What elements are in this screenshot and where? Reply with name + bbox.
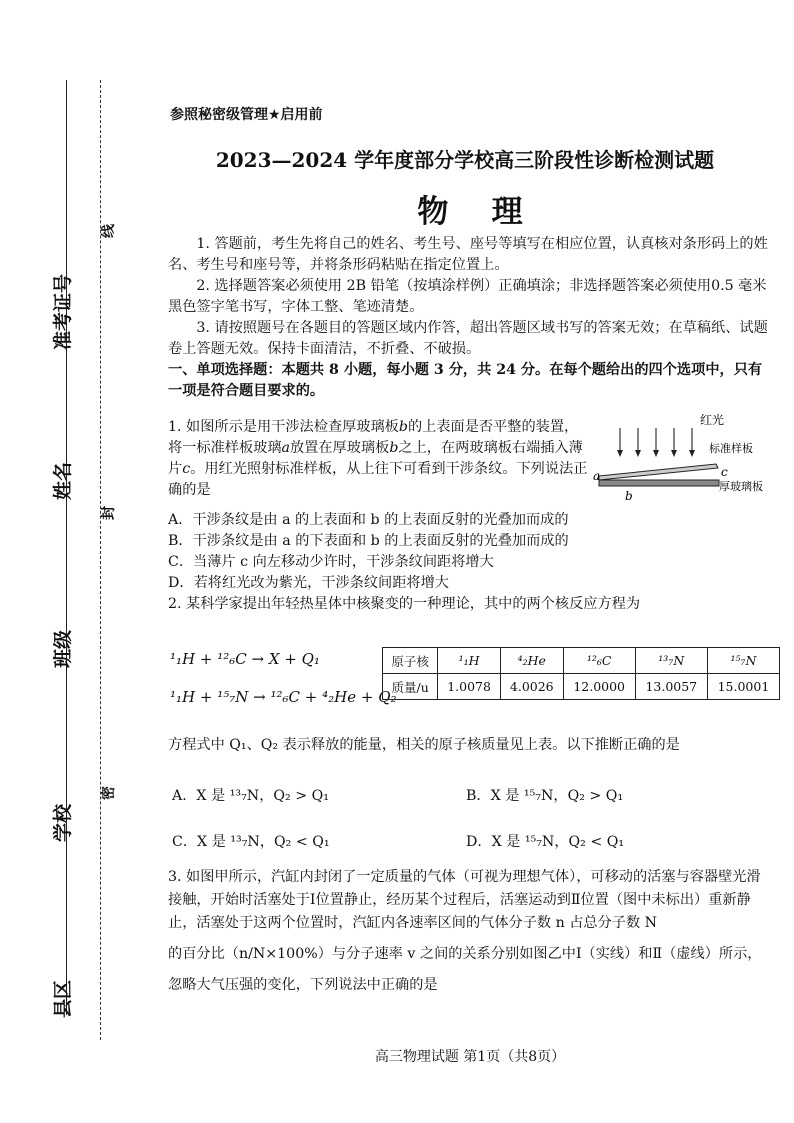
thick-glass-plate	[599, 480, 719, 486]
table-cell: 13.0057	[635, 674, 707, 700]
q2-stem: 2. 某科学家提出年轻热星体中核聚变的一种理论，其中的两个核反应方程为	[168, 596, 641, 612]
note-2: 2. 选择题答案必须使用 2B 铅笔（按填涂样例）正确填涂；非选择题答案必须使用0.5 毫米黑色签字笔书写，字体工整、笔迹清楚。	[168, 278, 767, 315]
county-label: 县区	[52, 979, 74, 1018]
q1-options	[168, 510, 774, 615]
svg-text:a: a	[593, 469, 601, 483]
table-cell: ¹⁵₇N	[707, 648, 779, 674]
table-row	[383, 674, 780, 700]
table-cell: 4.0026	[500, 674, 563, 700]
q1-option-b[interactable]: B．干涉条纹是由 a 的下表面和 b 的上表面反射的光叠加而成的	[168, 533, 569, 549]
q1-stem: 1. 如图所示是用干涉法检查厚玻璃板b的上表面是否平整的装置，将一标准样板玻璃a放置在厚玻璃板b之上，在两玻璃板右端插入薄片c。用红光照射标准样板，从上往下可看到干涉条纹。下列说法正确的是	[168, 419, 588, 498]
table-cell: ¹²₆C	[563, 648, 635, 674]
notes	[168, 234, 774, 402]
school-label: 学校	[52, 803, 74, 842]
svg-text:标准样板: 标准样板	[709, 442, 753, 455]
secret-level: 参照秘密级管理★启用前	[170, 107, 323, 123]
class-label: 班级	[52, 629, 74, 668]
svg-text:厚玻璃板: 厚玻璃板	[719, 480, 763, 493]
q2-equation-1: ¹₁H + ¹²₆C → X + Q₁	[170, 650, 320, 668]
q2-option-c[interactable]: C．X 是 ¹³₇N，Q₂ < Q₁	[172, 834, 330, 850]
table-cell: 原子核	[383, 648, 438, 674]
exam-number-label: 准考证号	[52, 273, 74, 350]
seal-feng: 封	[101, 506, 117, 520]
note-3: 3. 请按照题号在各题目的答题区域内作答，超出答题区域书写的答案无效；在草稿纸、试题卷上答题无效。保持卡面清洁，不折叠、不破损。	[168, 320, 768, 357]
q3-line-3: 忽略大气压强的变化，下列说法中正确的是	[168, 977, 438, 993]
q3-line-1: 3. 如图甲所示，汽缸内封闭了一定质量的气体（可视为理想气体），可移动的活塞与容器壁光滑接触，开始时活塞处于Ⅰ位置静止，经历某个过程后，活塞运动到Ⅱ位置（图中未标出）重新静止，活塞处于这两个位置时，汽缸内各速率区间的气体分子数 n 占总分子数 N	[168, 869, 761, 931]
subject-title: 物 理	[417, 194, 523, 230]
table-cell: 质量/u	[383, 674, 438, 700]
table-cell: ¹³₇N	[635, 648, 707, 674]
q2-option-b[interactable]: B．X 是 ¹⁵₇N，Q₂ > Q₁	[466, 788, 624, 804]
fig-red-light: 红光	[700, 413, 725, 427]
table-cell: 1.0078	[438, 674, 501, 700]
seal-mi: 密	[101, 786, 117, 800]
standard-plate	[599, 464, 718, 480]
q1-option-c[interactable]: C．当薄片 c 向左移动少许时，干涉条纹间距将增大	[168, 554, 494, 570]
svg-text:c: c	[721, 465, 728, 479]
q1-figure	[585, 410, 780, 502]
table-cell: ⁴₂He	[500, 648, 563, 674]
table-cell: 15.0001	[707, 674, 779, 700]
note-1: 1. 答题前，考生先将自己的姓名、考生号、座号等填写在相应位置，认真核对条形码上的姓名、考生号和座号等，并将条形码粘贴在指定位置上。	[168, 236, 768, 273]
name-label: 姓名	[52, 461, 74, 500]
q1-option-d[interactable]: D．若将红光改为紫光，干涉条纹间距将增大	[168, 575, 449, 591]
svg-text:b: b	[625, 489, 633, 502]
q2-option-d[interactable]: D．X 是 ¹⁵₇N，Q₂ < Q₁	[466, 834, 625, 850]
q2-option-a[interactable]: A．X 是 ¹³₇N，Q₂ > Q₁	[172, 788, 329, 804]
nucleus-mass-table	[382, 647, 780, 700]
table-row	[383, 648, 780, 674]
q3-stem	[168, 866, 774, 997]
table-cell: 12.0000	[563, 674, 635, 700]
q1-option-a[interactable]: A．干涉条纹是由 a 的上表面和 b 的上表面反射的光叠加而成的	[168, 512, 569, 528]
q2-after: 方程式中 Q₁、Q₂ 表示释放的能量，相关的原子核质量见上表。以下推断正确的是	[168, 737, 680, 753]
table-cell: ¹₁H	[438, 648, 501, 674]
q2-equation-2: ¹₁H + ¹⁵₇N → ¹²₆C + ⁴₂He + Q₂	[170, 688, 397, 706]
exam-title: 2023—2024 学年度部分学校高三阶段性诊断检测试题	[215, 148, 715, 172]
seal-xian: 线	[101, 224, 117, 238]
q3-line-2: 的百分比（n/N×100%）与分子速率 v 之间的关系分别如图乙中Ⅰ（实线）和Ⅱ（虚线）所示，	[168, 946, 762, 962]
page-footer: 高三物理试题 第1页（共8页）	[374, 1049, 566, 1065]
section-1-heading: 一、单项选择题：本题共 8 小题，每小题 3 分，共 24 分。在每个题给出的四个选项中，只有一项是符合题目要求的。	[168, 362, 763, 399]
